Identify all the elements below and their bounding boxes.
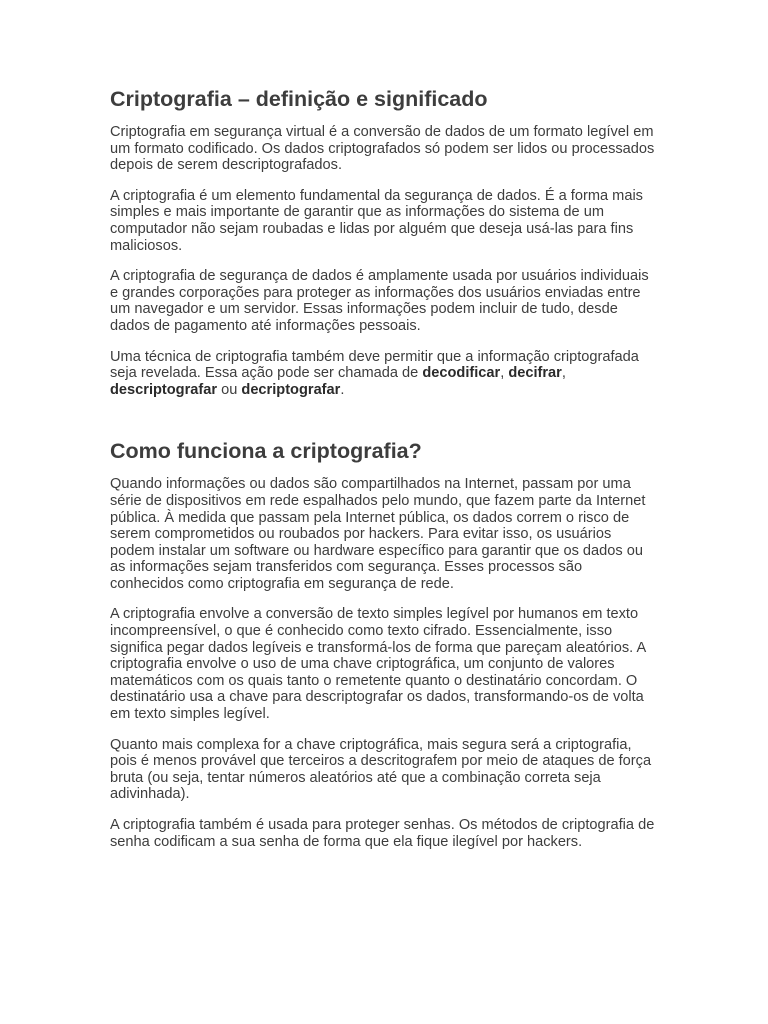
paragraph-definition-3: A criptografia de segurança de dados é amplamente usada por usuários individuais e grandes corporações para proteger as informações dos usuários enviadas entre um navegador e um servidor. Essas informações podem incluir de tudo, desde dados de pagamento até informações pessoais. xyxy=(110,268,649,334)
paragraph-how-2: A criptografia envolve a conversão de texto simples legível por humanos em texto incompreensível, o que é conhecido como texto cifrado. Essencialmente, isso significa pegar dados legíveis e transformá-los de forma que pareçam aleatórios. A criptografia envolve o uso de uma chave criptográfica, um conjunto de valores matemáticos com os quais tanto o remetente quanto o destinatário concordam. O destinatário usa a chave para descriptografar os dados, transformando-os de volta em texto simples legível. xyxy=(110,606,646,723)
term-decodificar: decodificar xyxy=(422,365,501,382)
sentence-end: . xyxy=(340,381,345,398)
section-title-how-it-works: Como funciona a criptografia? xyxy=(110,439,422,464)
paragraph-how-3: Quanto mais complexa for a chave criptográfica, mais segura será a criptografia, pois é menos provável que terceiros a descritografem por meio de ataques de força bruta (ou seja, tentar números aleatórios até que a combinação correta seja adivinhada). xyxy=(110,736,652,803)
paragraph-definition-4 xyxy=(110,349,658,399)
term-decriptografar: decriptografar xyxy=(241,381,341,398)
paragraph-lead-text: Uma técnica de criptografia também deve permitir que a informação criptografada seja revelada. Essa ação pode ser chamada de xyxy=(110,348,639,382)
separator: , xyxy=(500,365,509,382)
document-page xyxy=(110,84,658,864)
term-decifrar: decifrar xyxy=(508,365,562,382)
paragraph-how-1: Quando informações ou dados são compartilhados na Internet, passam por uma série de dispositivos em rede espalhados pelo mundo, que fazem parte da Internet pública. À medida que passam pela Internet pública, os dados correm o risco de serem comprometidos ou roubados por hackers. Para evitar isso, os usuários podem instalar um software ou hardware específico para garantir que os dados ou as informações sejam transferidos com segurança. Esses processos são conhecidos como criptografia em segurança de rede. xyxy=(110,476,646,592)
separator: , xyxy=(561,365,566,382)
paragraph-how-4: A criptografia também é usada para proteger senhas. Os métodos de criptografia de senha codificam a sua senha de forma que ela fique ilegível por hackers. xyxy=(110,817,655,850)
paragraph-definition-2: A criptografia é um elemento fundamental da segurança de dados. É a forma mais simples e mais importante de garantir que as informações do sistema de um computador não sejam roubadas e lidas por alguém que deseja usá-las para fins maliciosos. xyxy=(110,187,643,254)
paragraph-definition-1: Criptografia em segurança virtual é a conversão de dados de um formato legível em um formato codificado. Os dados criptografados só podem ser lidos ou processados depois de serem descriptografados. xyxy=(110,124,655,174)
separator: ou xyxy=(217,381,242,398)
term-descriptografar: descriptografar xyxy=(110,381,218,398)
section-title-definition: Criptografia – definição e significado xyxy=(110,87,488,111)
